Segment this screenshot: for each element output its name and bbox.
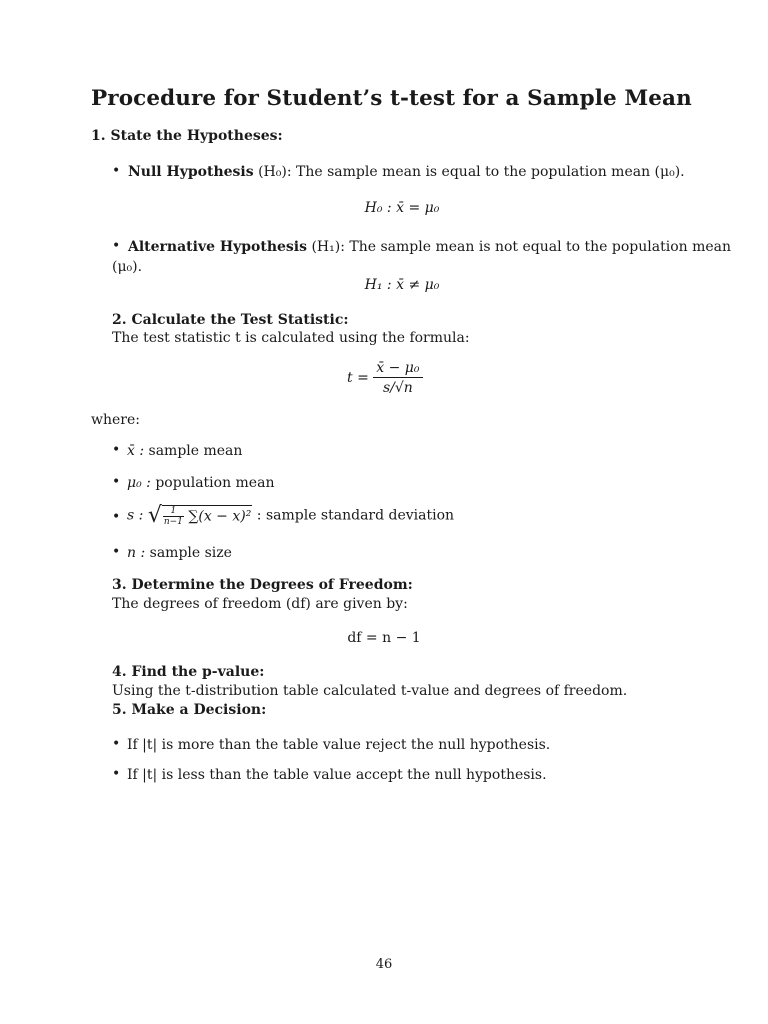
sd-sum: ∑(x − x)² (188, 508, 252, 524)
decision-item: If |t| is less than the table value accept the null hypothesis. (127, 767, 547, 783)
null-hypothesis-label: Null Hypothesis (128, 164, 254, 180)
t-formula-lhs: t = (347, 370, 369, 386)
null-hypothesis-line (128, 164, 685, 180)
alt-hypothesis-formula: H₁ : x̄ ≠ μ₀ (364, 277, 440, 293)
bullet-icon: • (112, 544, 121, 560)
alt-hypothesis-text: The sample mean is not equal to the population mean (349, 239, 732, 255)
null-hypothesis-symbol: (H₀): (258, 164, 292, 180)
alt-hypothesis-symbol: (H₁): (311, 239, 345, 255)
bullet-icon: • (112, 442, 121, 458)
alt-hypothesis-text-line2: (μ₀). (112, 259, 143, 275)
bullet-icon: • (112, 736, 121, 752)
decision-item: If |t| is more than the table value reject the null hypothesis. (127, 737, 551, 753)
bullet-icon: • (112, 163, 121, 179)
def-population-mean: μ₀ : population mean (127, 475, 275, 491)
t-formula-fraction (373, 360, 422, 396)
page-number: 46 (375, 957, 393, 972)
step4-heading: 4. Find the p-value: (112, 664, 265, 680)
step3-intro: The degrees of freedom (df) are given by: (112, 596, 408, 612)
def-sample-size: n : sample size (127, 545, 232, 561)
alt-hypothesis-label: Alternative Hypothesis (128, 239, 308, 255)
t-formula-denominator: s/√n (382, 380, 413, 396)
sqrt-content (162, 505, 252, 527)
null-hypothesis-formula: H₀ : x̄ = μ₀ (364, 200, 440, 216)
df-formula: df = n − 1 (347, 630, 421, 646)
null-hypothesis-text: The sample mean is equal to the population mean (μ₀). (296, 164, 685, 180)
where-label: where: (91, 412, 140, 428)
def-sample-mean: x̄ : sample mean (127, 443, 243, 459)
step2-heading: 2. Calculate the Test Statistic: (112, 312, 349, 328)
def-standard-deviation: s : √ $\frac{1}{n-1}$ ∑(x − x)² : sample standard deviation (127, 503, 455, 528)
sqrt-icon: √ (147, 503, 162, 528)
bullet-icon: • (112, 238, 121, 254)
alt-hypothesis-line (128, 239, 731, 255)
bullet-icon: • (112, 766, 121, 782)
step5-heading: 5. Make a Decision: (112, 702, 267, 718)
step1-heading: 1. State the Hypotheses: (91, 128, 283, 144)
step3-heading: 3. Determine the Degrees of Freedom: (112, 577, 413, 593)
sd-fraction: $\frac{1}{n-1}$ (163, 505, 183, 527)
step2-intro: The test statistic t is calculated using the formula: (112, 330, 470, 346)
page-title: Procedure for Student’s t-test for a Sample Mean (91, 86, 692, 111)
t-statistic-formula (347, 360, 423, 396)
bullet-icon: • (112, 474, 121, 490)
t-formula-numerator: x̄ − μ₀ (373, 360, 422, 378)
bullet-icon: • (112, 509, 121, 525)
step4-text: Using the t-distribution table calculated t-value and degrees of freedom. (112, 683, 628, 699)
